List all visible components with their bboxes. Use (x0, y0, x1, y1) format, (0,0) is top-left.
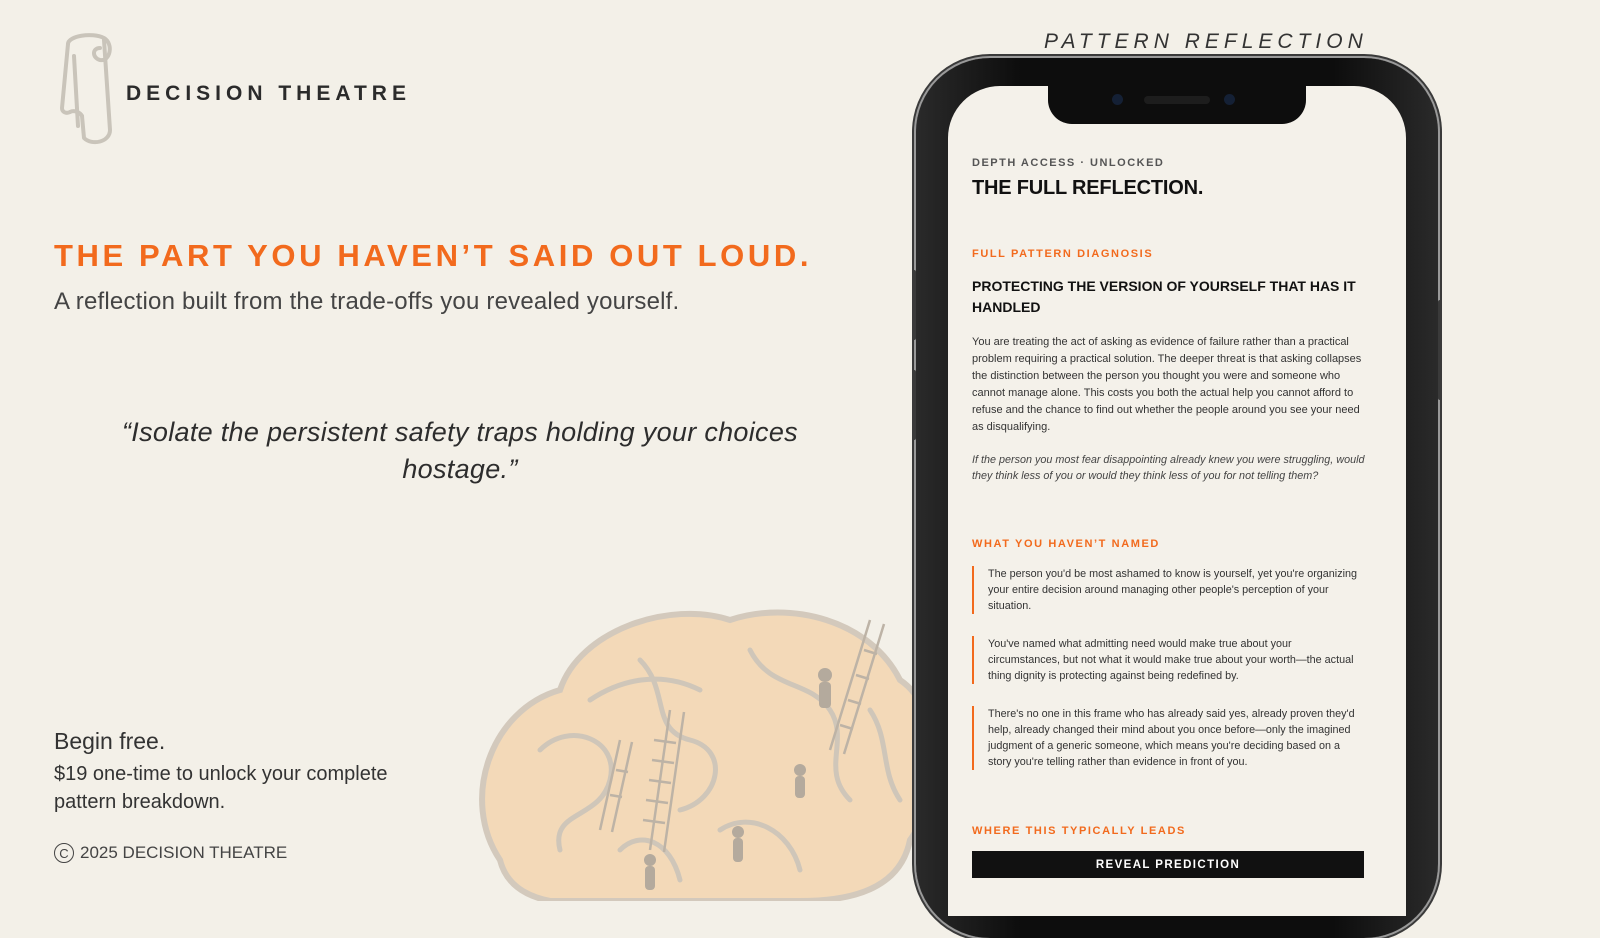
unnamed-item: There's no one in this frame who has already said yes, already proven they'd help, already changed their mind about you once before—only the imagined judgment of a generic someone, which means you're deciding based on a story you're telling rather than evidence in front of you. (972, 706, 1364, 770)
unnamed-label: WHAT YOU HAVEN’T NAMED (972, 538, 1160, 550)
hero-quote: “Isolate the persistent safety traps holding your choices hostage.” (122, 417, 798, 484)
price-text: $19 one-time to unlock your complete pattern breakdown. (54, 763, 388, 813)
copyright-text: 2025 DECISION THEATRE (80, 843, 288, 862)
begin-free-text: Begin free. (54, 728, 166, 754)
unnamed-item: You've named what admitting need would make true about your circumstances, but not what it would make true about your worth—the actual thing dignity is protecting against being redefined by. (972, 636, 1364, 684)
brand-name: DECISION THEATRE (126, 82, 411, 105)
phone-notch (1048, 86, 1306, 124)
phone-screen (948, 86, 1406, 916)
hero-subhead: A reflection built from the trade-offs you revealed yourself. (54, 288, 680, 315)
copyright (54, 843, 287, 863)
sensor-icon (1224, 94, 1235, 105)
diagnosis-label: FULL PATTERN DIAGNOSIS (972, 248, 1154, 260)
scroll-icon (52, 30, 122, 150)
brain-with-ladders-icon (470, 600, 940, 901)
phone-power-button (1438, 300, 1442, 400)
diagnosis-heading: PROTECTING THE VERSION OF YOURSELF THAT HAS IT HANDLED (972, 278, 1356, 315)
diagnosis-question: If the person you most fear disappointing already knew you were struggling, would they think less of you or would they think less of you for not telling them? (972, 454, 1365, 482)
phone-volume-down-button (912, 370, 916, 440)
phone-volume-up-button (912, 270, 916, 340)
diagnosis-body: You are treating the act of asking as evidence of failure rather than a practical problem requiring a practical solution. The deeper threat is that asking collapses the distinction between the person you thought you were and someone who cannot manage alone. This costs you both the actual help you cannot afford to refuse and the chance to find out whether the people around you see your need as disqualifying. (972, 336, 1362, 433)
copyright-icon: C (54, 843, 74, 863)
screen-title: THE FULL REFLECTION. (972, 177, 1204, 199)
phone-label: PATTERN REFLECTION (1044, 30, 1368, 53)
hero-headline: THE PART YOU HAVEN’T SAID OUT LOUD. (54, 238, 813, 273)
leads-label: WHERE THIS TYPICALLY LEADS (972, 825, 1186, 837)
reveal-prediction-button[interactable]: REVEAL PREDICTION (972, 851, 1364, 878)
depth-access-eyebrow: DEPTH ACCESS · UNLOCKED (972, 157, 1165, 169)
unnamed-item: The person you'd be most ashamed to know is yourself, yet you're organizing your entire decision around managing other people's perception of your situation. (972, 566, 1364, 614)
front-camera-icon (1112, 94, 1123, 105)
earpiece-speaker (1144, 96, 1210, 104)
